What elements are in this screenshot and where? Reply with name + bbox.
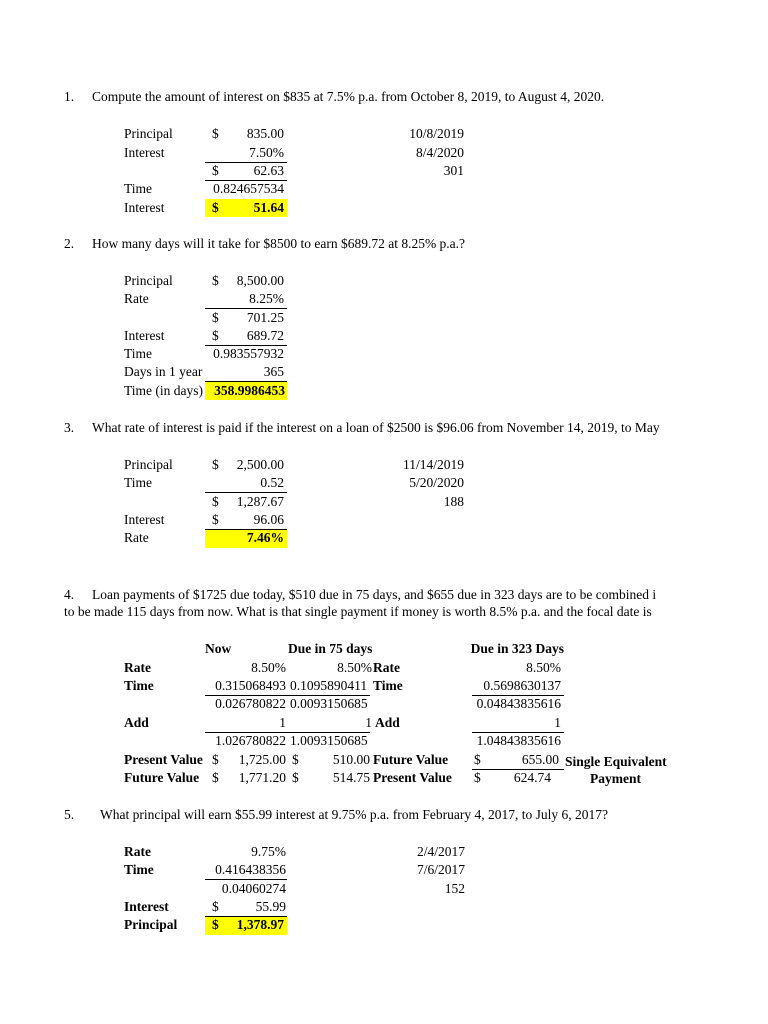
d75-rate: 8.50% (337, 660, 372, 675)
question-text: What principal will earn $55.99 interest at 9.75% p.a. from February 4, 2017, to July 6, 2017? (100, 807, 609, 822)
label-principal: Principal (124, 273, 173, 288)
dollar-sign: $ (212, 273, 219, 288)
now-time: 0.315068493 (215, 678, 286, 693)
sum-line (205, 492, 287, 493)
label-days-year: Days in 1 year (124, 364, 203, 379)
question-text-line2: to be made 115 days from now. What is that single payment if money is worth 8.5% p.a. and the focal date is (64, 604, 652, 619)
time-value: 0.52 (260, 475, 284, 490)
date-start: 2/4/2017 (416, 844, 465, 859)
d75-future-value: 514.75 (332, 770, 370, 785)
answer-value: 7.46% (246, 530, 284, 545)
time-value: 0.983557932 (213, 346, 284, 361)
label-interest: Interest (124, 899, 169, 914)
question-number: 1. (64, 89, 75, 104)
rate-value: 9.75% (251, 844, 286, 859)
question-text: How many days will it take for $8500 to earn $689.72 at 8.25% p.a.? (92, 236, 466, 251)
label-present-value: Present Value (124, 752, 203, 767)
question-number: 5. (64, 807, 75, 822)
label-principal: Principal (124, 917, 178, 932)
date-end: 5/20/2020 (409, 475, 464, 490)
dollar-sign: $ (212, 310, 219, 325)
dollar-sign: $ (292, 770, 299, 785)
date-start: 11/14/2019 (402, 457, 464, 472)
d323-time: 0.5698630137 (483, 678, 561, 693)
dollar-sign: $ (212, 512, 219, 527)
date-start: 10/8/2019 (409, 126, 464, 141)
d75-add: 1 (365, 715, 372, 730)
answer-value: 358.9986453 (214, 383, 285, 398)
interest-value: 689.72 (246, 328, 284, 343)
d323-rate: 8.50% (526, 660, 561, 675)
rate-value: 7.50% (249, 145, 284, 160)
d323-product: 0.04843835616 (476, 696, 561, 711)
label-time: Time (124, 862, 154, 877)
dollar-sign: $ (474, 752, 481, 767)
label-time: Time (124, 346, 153, 361)
d75-time: 0.1095890411 (290, 678, 368, 693)
now-add: 1 (279, 715, 286, 730)
dollar-sign: $ (212, 163, 219, 178)
dollar-sign: $ (212, 899, 219, 914)
dollar-sign: $ (292, 752, 299, 767)
label-rate: Rate (124, 291, 149, 306)
header-due-75: Due in 75 days (288, 641, 373, 656)
label-time: Time (124, 475, 153, 490)
label-future-value: Future Value (124, 770, 200, 785)
label-rate-right: Rate (373, 660, 400, 675)
label-time: Time (124, 181, 153, 196)
d75-present-value: 510.00 (332, 752, 370, 767)
label-rate: Rate (124, 844, 151, 859)
date-end: 7/6/2017 (416, 862, 465, 877)
now-product: 0.026780822 (215, 696, 286, 711)
label-add-right: Add (375, 715, 400, 730)
question-text: Compute the amount of interest on $835 at 7.5% p.a. from October 8, 2019, to August 4, 2020. (92, 89, 605, 104)
question-text: What rate of interest is paid if the interest on a loan of $2500 is $96.06 from November 14, 2019, to May (92, 420, 660, 435)
label-interest-answer: Interest (124, 200, 165, 215)
interest-value: 55.99 (255, 899, 286, 914)
now-present-value: 1,725.00 (238, 752, 286, 767)
interest-value: 96.06 (253, 512, 284, 527)
d323-future-value: 655.00 (521, 752, 559, 767)
question-number: 4. (64, 587, 75, 602)
sum-line (205, 879, 287, 880)
day-count: 301 (443, 163, 464, 178)
dollar-sign: $ (212, 457, 219, 472)
label-time-days: Time (in days) (124, 383, 204, 398)
dollar-sign: $ (212, 752, 219, 767)
dollar-sign: $ (474, 770, 481, 785)
principal-value: 8,500.00 (236, 273, 284, 288)
label-interest: Interest (124, 145, 165, 160)
label-interest: Interest (124, 328, 165, 343)
principal-value: 2,500.00 (236, 457, 284, 472)
time-value: 0.824657534 (213, 181, 284, 196)
question-text-line1: Loan payments of $1725 due today, $510 due in 75 days, and $655 due in 323 days are to be combined i (92, 587, 657, 602)
answer-value: 1,378.97 (236, 917, 284, 932)
header-due-323: Due in 323 Days (470, 641, 564, 656)
label-rate: Rate (124, 530, 149, 545)
dollar-sign: $ (212, 328, 219, 343)
day-count: 152 (444, 881, 465, 896)
label-principal: Principal (124, 457, 173, 472)
dollar-sign: $ (212, 494, 219, 509)
label-principal: Principal (124, 126, 173, 141)
d323-add: 1 (554, 715, 561, 730)
question-number: 3. (64, 420, 75, 435)
d323-present-value: 624.74 (513, 770, 551, 785)
principal-value: 835.00 (246, 126, 284, 141)
d75-product: 0.0093150685 (290, 696, 368, 711)
question-number: 2. (64, 236, 75, 251)
label-payment: Payment (590, 771, 641, 786)
rate-value: 8.25% (249, 291, 284, 306)
label-add: Add (124, 715, 149, 730)
d323-sum: 1.04843835616 (476, 733, 561, 748)
days-year-value: 365 (263, 364, 284, 379)
product-value: 1,287.67 (236, 494, 284, 509)
product-value: 0.04060274 (221, 881, 286, 896)
time-value: 0.416438356 (215, 862, 286, 877)
label-interest: Interest (124, 512, 165, 527)
now-sum: 1.026780822 (215, 733, 286, 748)
date-end: 8/4/2020 (415, 145, 464, 160)
day-count: 188 (443, 494, 464, 509)
dollar-sign: $ (212, 200, 219, 215)
label-present-value-right: Present Value (373, 770, 452, 785)
product-value: 62.63 (253, 163, 284, 178)
dollar-sign: $ (212, 917, 219, 932)
label-single-equivalent: Single Equivalent (565, 754, 667, 769)
d75-sum: 1.0093150685 (290, 733, 368, 748)
sum-line (205, 308, 287, 309)
product-value: 701.25 (246, 310, 284, 325)
now-future-value: 1,771.20 (238, 770, 286, 785)
label-future-value-right: Future Value (373, 752, 449, 767)
header-now: Now (205, 641, 232, 656)
dollar-sign: $ (212, 770, 219, 785)
now-rate: 8.50% (251, 660, 286, 675)
dollar-sign: $ (212, 126, 219, 141)
answer-value: 51.64 (253, 200, 284, 215)
label-rate: Rate (124, 660, 151, 675)
label-time-right: Time (373, 678, 403, 693)
label-time: Time (124, 678, 154, 693)
